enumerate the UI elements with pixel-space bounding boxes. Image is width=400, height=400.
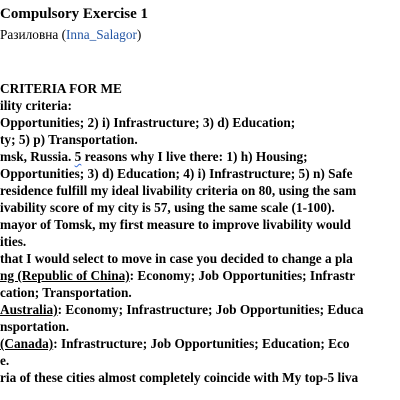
author-close: ) — [136, 27, 142, 42]
city3-continuation: e. — [0, 353, 10, 368]
city-line — [0, 148, 308, 165]
city1-continuation: cation; Transportation. — [0, 285, 132, 300]
city1-line — [0, 267, 355, 284]
city2-name: Australia) — [0, 302, 58, 317]
criteria-intro: ility criteria: — [0, 98, 72, 113]
author-line — [0, 26, 141, 43]
ities-line: ities. — [0, 234, 27, 249]
fulfill-line: residence fulfill my ideal livability criteria on 80, using the sam — [0, 183, 357, 198]
criteria-line-1: Opportunities; 2) i) Infrastructure; 3) d) Education; — [0, 115, 296, 130]
section-heading: CRITERIA FOR ME — [0, 81, 122, 96]
city3-rest: : Infrastructure; Job Opportunities; Education; Eco — [53, 336, 350, 351]
city3-line — [0, 335, 350, 352]
criteria-line-2: ty; 5) p) Transportation. — [0, 132, 138, 147]
author-link[interactable]: Inna_Salagor — [66, 27, 137, 42]
conclusion-line: ria of these cities almost completely coincide with My top-5 liva — [0, 370, 359, 385]
spellcheck-mark: 5 — [74, 149, 82, 164]
city1-name: ng (Republic of China) — [0, 268, 130, 283]
select-line: that I would select to move in case you decided to change a pla — [0, 251, 353, 266]
city2-line — [0, 301, 364, 318]
score-line: ivability score of my city is 57, using the same scale (1-100). — [0, 200, 335, 215]
city-line-before: msk, Russia. — [0, 149, 75, 164]
city-line-after: reasons why I live there: 1) h) Housing; — [81, 149, 308, 164]
city2-rest: : Economy; Infrastructure; Job Opportunities; Educa — [57, 302, 364, 317]
mayor-line: mayor of Tomsk, my first measure to improve livability would — [0, 217, 351, 232]
city1-rest: : Economy; Job Opportunities; Infrastr — [129, 268, 355, 283]
city3-name: (Canada) — [0, 336, 54, 351]
author-name: Разиловна ( — [0, 27, 66, 42]
reasons-line: Opportunities; 3) d) Education; 4) i) Infrastructure; 5) n) Safe — [0, 166, 353, 181]
document-title: Compulsory Exercise 1 — [0, 6, 149, 22]
city2-continuation: nsportation. — [0, 319, 70, 334]
